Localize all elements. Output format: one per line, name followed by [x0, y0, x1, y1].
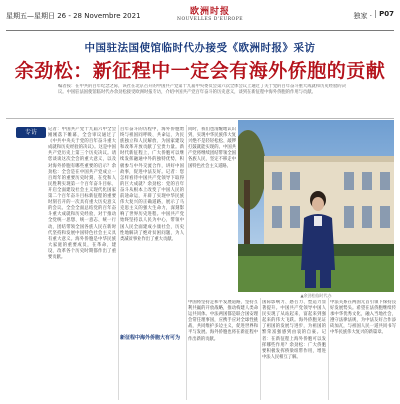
- portrait-photo-icon: [238, 120, 394, 292]
- article-column-1: 记者：中国共产党十九届六中全会刚刚落下帷幕，全会审议通过了《中共中央关于党的百年奋斗重大成就和历史经验的决议》。这是中国共产党历史上第三个历史决议。请您谈谈这次全会的重大意义，以及对海外侨胞有哪些重要的启示？余劲松：全会是在中国共产党成立一百周年的重要历史时刻、在党和人民胜利实现第一个百年奋斗目标、开启全面建设社会主义现代化国家第二个百年奋斗目标新征程的重要时刻召开的一次具有重大历史意义的会议。全会全面总结党的百年奋斗重大成就和历史经验，对于推动全党统一思想、统一意志、统一行动，团结带领全国各族人民在新时代坚持和发展中国特色社会主义具有重大意义。海外侨胞是中华民族大家庭的重要成员，在革命、建设、改革各个历史时期都作出了重要贡献。: [48, 127, 116, 260]
- article-lede: 编者按：在中共的百年纪念之际，该社在北京召开的中国共产党第十九届中央委员会第六次全体会议上通过了关于党的百年奋斗重大成就和历史经验的决议。中国驻法国使馆临时代办余劲松接受欧洲时报专访，介绍中国共产党百年奋斗的历史意义，谈到在新征程中海外侨胞的作用与贡献。: [58, 84, 346, 95]
- portrait-photo: [238, 120, 394, 292]
- article-column-2: 百年奋斗的历程中，海外侨胞始终与祖国同呼吸、共命运，为民族独立和人民解放、为国家建设和改革开放贡献了宝贵力量。新时代新征程上，广大侨胞可以继续发挥融通中外的独特优势，积极参与中外交流合作，讲好中国故事，促进中法友好。记者：您怎样看待中国共产党领导下取得的巨大成就？余劲松：党的百年奋斗从根本上改变了中国人民的前途命运，开辟了实现中华民族伟大复兴的正确道路，展示了马克思主义的强大生命力，深刻影响了世界历史进程。中国共产党始终坚持以人民为中心，带领中国人民全面建成小康社会，历史性地解决了绝对贫困问题，为人类减贫事业作出了重大贡献。: [120, 127, 184, 242]
- photo-caption: ▲余劲松临时代办: [300, 293, 332, 298]
- logo-french: NOUVELLES D'EUROPE: [177, 17, 244, 22]
- column-divider: [328, 298, 329, 400]
- article-column-5: 中法关系在两国元首引领下保持良好发展势头。希望在法侨胞继续传承中华优秀文化，融入当地社会，遵守法律法规，为中法友好合作添砖加瓦，与祖国人民一道共同书写中华民族伟大复兴的新篇章。: [330, 300, 396, 336]
- article-subhead: 中国驻法国使馆临时代办接受《欧洲时报》采访: [84, 42, 316, 54]
- article-column-3: 同时，我们也清醒地认识到，实现中华民族伟大复兴绝不是轻轻松松、敲锣打鼓就能实现的。中国共产党将继续团结带领全国各族人民，坚定不移走中国特色社会主义道路。: [188, 127, 236, 169]
- header-divider: [6, 30, 394, 31]
- article-column-4: 国际影响力、感召力、塑造力显著提升。中国共产党领导中国人民实现了从站起来、富起来到强起来的伟大飞跃。海外侨胞见证了祖国的发展与进步，为祖国的繁荣富强感到由衷的自豪。记者：在新征程上海外侨胞可以发挥哪些作用？余劲松：广大侨胞要积极发挥桥梁纽带作用，增进中法人民相互了解。: [262, 300, 326, 360]
- interview-badge: 专访: [16, 127, 46, 138]
- column-divider: [260, 298, 261, 400]
- column-divider: [118, 125, 119, 400]
- masthead-logo: [177, 4, 243, 22]
- article-headline: 余劲松：新征程中一定会有海外侨胞的贡献: [14, 60, 386, 82]
- article-column-3-lower: 中国将坚持走和平发展道路，坚持互利共赢的开放战略，推动构建人类命运共同体。中法两国都是联合国安理会常任理事国，应携手应对全球性挑战，共同维护多边主义，促进世界和平与发展。海外侨胞也将在新征程中作出新的贡献。: [188, 300, 258, 342]
- section-label: 独家 ·: [353, 12, 372, 20]
- page-number: P07: [375, 10, 394, 18]
- section-subheading: 新征程中海外侨胞大有可为: [120, 335, 181, 341]
- page-header: [6, 2, 394, 32]
- issue-date: 星期五—星期日 26 - 28 Novembre 2021: [6, 12, 141, 20]
- column-divider: [186, 125, 187, 400]
- logo-chinese: 欧洲时报: [190, 7, 231, 17]
- lede-divider: [6, 118, 394, 119]
